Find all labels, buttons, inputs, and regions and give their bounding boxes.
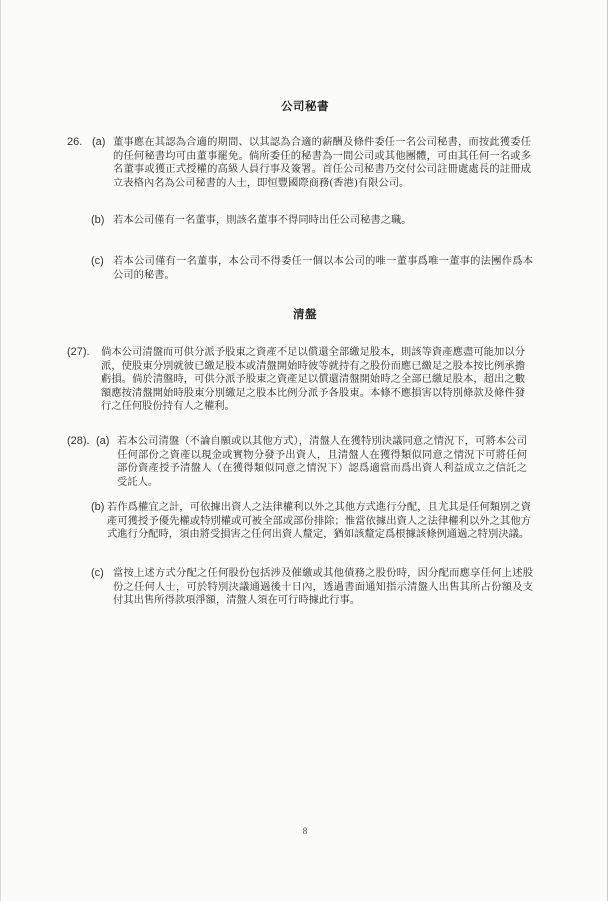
article-27-number: (27).	[67, 346, 90, 358]
section-title-winding-up: 清盤	[293, 307, 317, 321]
article-28a-text: 若本公司清盤（不論自願或以其他方式），清盤人在獲特別決議同意之情況下，可將本公司任何部份之資產以現金或實物分發予出資人，且清盤人在獲得類似同意之情況下可將任何部份資產授予清盤人（在獲得類似同意之情況下）認爲適當而爲出資人利益成立之信託之受託人。	[117, 435, 527, 488]
article-26a-label: (a)	[92, 136, 106, 148]
article-26b-text: 若本公司僅有一名董事，則該名董事不得同時出任公司秘書之職。	[113, 214, 412, 226]
article-27-text: 倘本公司清盤而可供分派予股東之資產不足以償還全部繳足股本，則該等資產應盡可能加以分派，使股東分別就彼已繳足股本或清盤開始時彼等就持有之股份而應已繳足之股本按比例承擔虧損。倘於清盤時，可供分派予股東之資產足以償還清盤開始時之全部已繳足股本，超出之數額應按清盤開始時股東分別繳足之股本比例分派予各股東。本條不應損害以特別條款及條件發行之任何股份持有人之權利。	[101, 346, 525, 412]
article-28c-text: 當按上述方式分配之任何股份包括涉及催繳或其他債務之股份時，因分配而應享任何上述股份之任何人士，可於特別決議通過後十日內，透過書面通知指示清盤人出售其所占份額及支付其出售所得款項淨額，清盤人須在可行時據此行事。	[113, 567, 533, 606]
article-26-number: 26.	[67, 136, 83, 148]
article-26c-text: 若本公司僅有一名董事，本公司不得委任一個以本公司的唯一董事爲唯一董事的法團作爲本公司的秘書。	[113, 255, 533, 281]
section-title-company-secretary: 公司秘書	[281, 99, 329, 113]
article-28c-label: (c)	[91, 567, 104, 579]
page-number: 8	[302, 826, 308, 836]
article-26c-label: (c)	[91, 255, 104, 267]
article-26a-text: 董事應在其認為合適的期間、以其認為合適的薪酬及條件委任一名公司秘書，而按此獲委任的任何秘書均可由董事罷免。倘所委任的秘書為一間公司或其他團體，可由其任何一名或多名董事或獲正式授權的高級人員行事及簽署。首任公司秘書乃交付公司註冊處處長的註冊成立表格內名為公司秘書的人士，即恒豐國際商務(香港)有限公司。	[113, 136, 531, 189]
article-26b-label: (b)	[91, 214, 105, 226]
article-28a-label: (a)	[96, 435, 110, 447]
article-28b-text: 若作爲權宜之計，可依據出資人之法律權利以外之其他方式進行分配，且尤其是任何類別之資產可獲授予優先權或特別權或可被全部或部份排除；惟當依據出資人之法律權利以外之其他方式進行分配時，須由將受損害之任何出資人釐定，猶如該釐定爲根據該條例通過之特別決議。	[107, 501, 531, 540]
article-28-number: (28).	[67, 435, 90, 447]
article-28b-label: (b)	[91, 501, 105, 513]
